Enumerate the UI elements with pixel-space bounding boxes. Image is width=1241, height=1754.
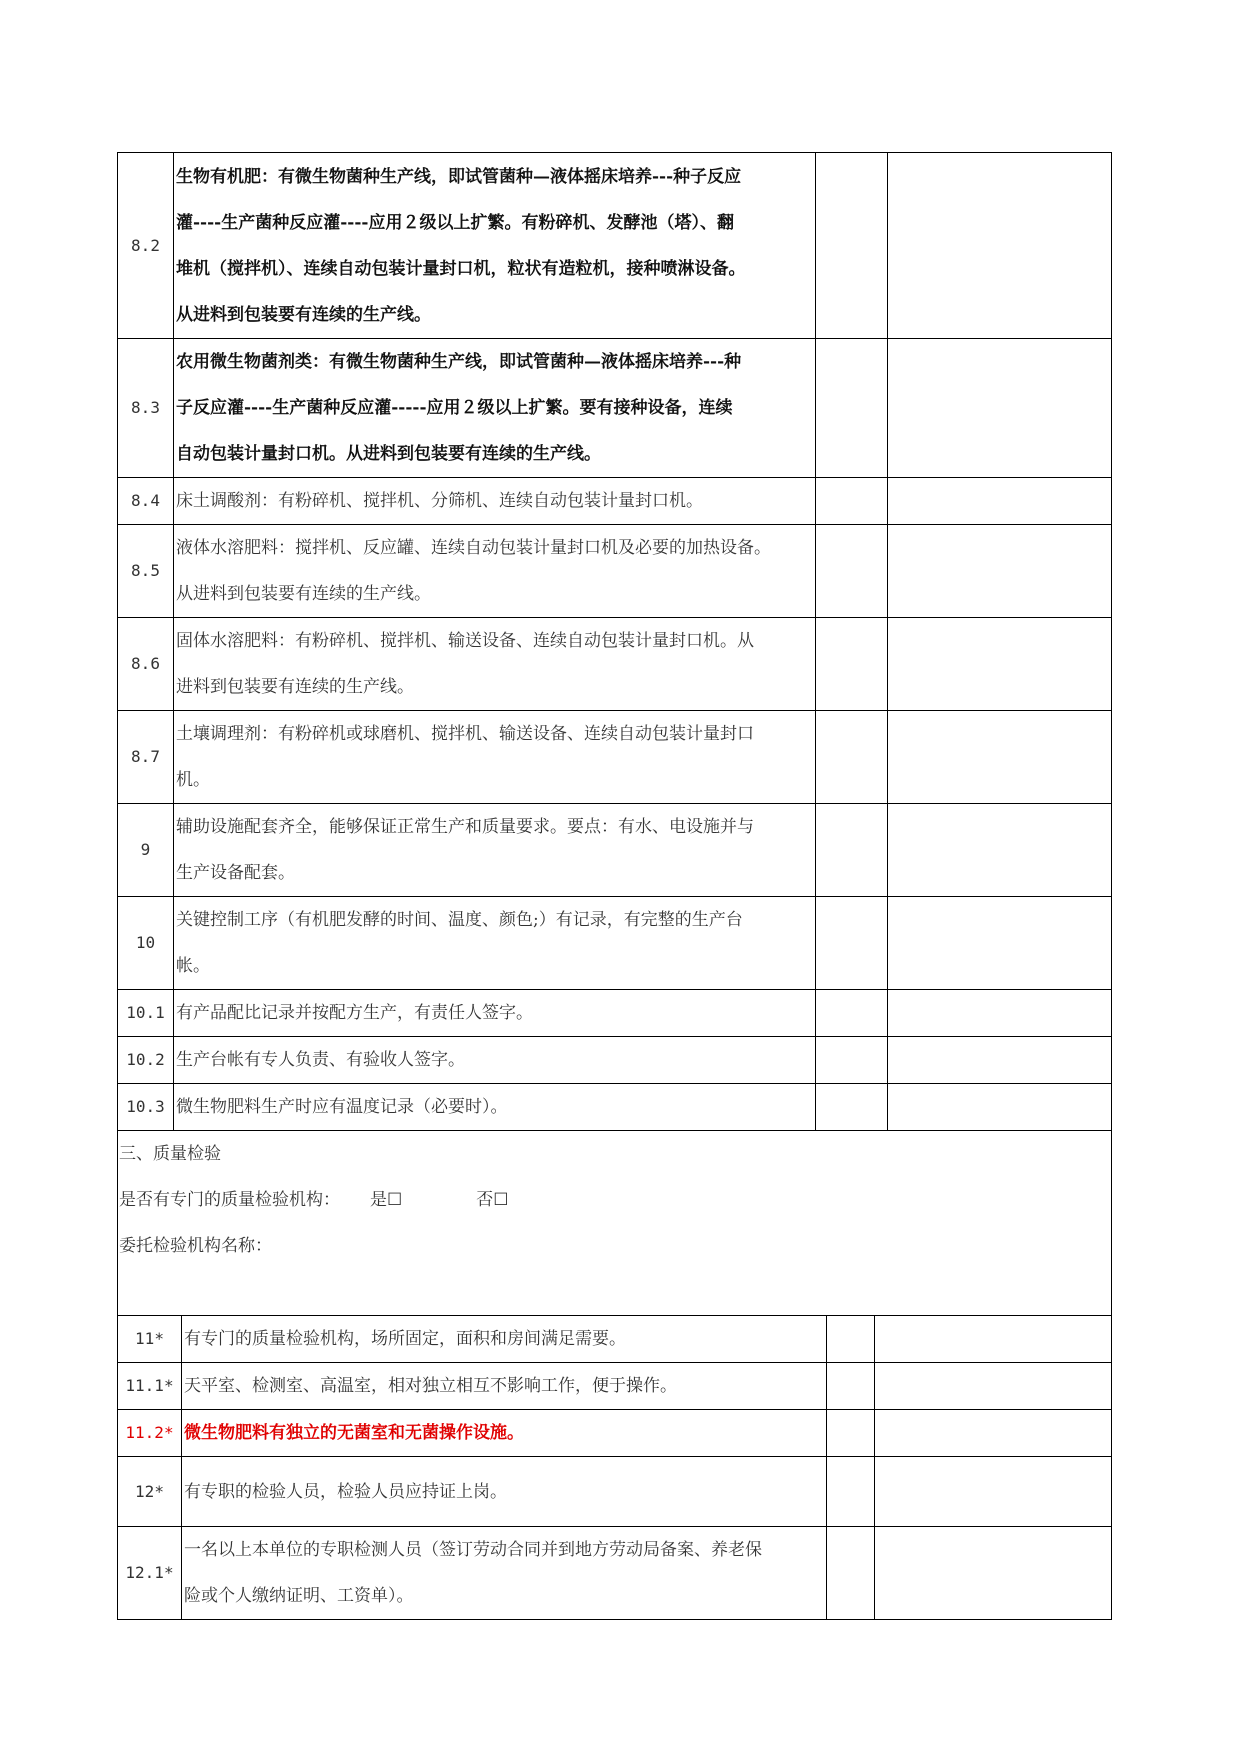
check-cell[interactable] (816, 339, 888, 478)
item-requirement (174, 618, 816, 711)
item-number: 10.1 (118, 990, 174, 1037)
requirement-line: 进料到包装要有连续的生产线。 (176, 677, 414, 697)
section-title: 三、质量检验 (119, 1144, 221, 1164)
item-number: 11.2* (118, 1410, 182, 1457)
item-requirement (174, 711, 816, 804)
section-block (118, 1131, 1112, 1316)
item-number: 12* (118, 1457, 182, 1527)
check-cell[interactable] (827, 1410, 875, 1457)
yes-checkbox[interactable]: 是☐ (370, 1190, 403, 1210)
check-cell[interactable] (816, 1037, 888, 1084)
requirement-line: 帐。 (176, 956, 210, 976)
requirement-line: 灌----生产菌种反应灌----应用２级以上扩繁。有粉碎机、发酵池（塔）、翻 (176, 212, 734, 233)
item-number: 12.1* (118, 1527, 182, 1620)
requirement-line: 生产设备配套。 (176, 863, 295, 883)
item-number: 8.3 (118, 339, 174, 478)
inspection-table-production (117, 152, 1112, 1316)
table-row (118, 618, 1112, 711)
item-requirement (182, 1363, 827, 1410)
item-requirement (174, 1084, 816, 1131)
table-row (118, 478, 1112, 525)
check-cell[interactable] (816, 990, 888, 1037)
remark-cell[interactable] (875, 1457, 1112, 1527)
check-cell[interactable] (816, 804, 888, 897)
check-cell[interactable] (816, 525, 888, 618)
no-checkbox[interactable]: 否☐ (476, 1190, 509, 1210)
requirement-line: 农用微生物菌剂类：有微生物菌种生产线，即试管菌种—液体摇床培养---种 (176, 352, 742, 372)
item-requirement (174, 897, 816, 990)
remark-cell[interactable] (888, 478, 1112, 525)
item-requirement (174, 990, 816, 1037)
item-number: 9 (118, 804, 174, 897)
remark-cell[interactable] (875, 1316, 1112, 1363)
remark-cell[interactable] (888, 711, 1112, 804)
table-row (118, 711, 1112, 804)
requirement-line: 机。 (176, 770, 210, 790)
item-requirement (174, 478, 816, 525)
requirement-line: 堆机（搅拌机）、连续自动包装计量封口机，粒状有造粒机，接种喷淋设备。 (176, 258, 746, 279)
item-number: 11* (118, 1316, 182, 1363)
remark-cell[interactable] (888, 525, 1112, 618)
requirement-line: 有专职的检验人员，检验人员应持证上岗。 (184, 1481, 507, 1502)
item-requirement (174, 339, 816, 478)
table-row (118, 1457, 1112, 1527)
check-cell[interactable] (816, 618, 888, 711)
requirement-line: 险或个人缴纳证明、工资单）。 (184, 1586, 414, 1606)
requirement-line: 固体水溶肥料：有粉碎机、搅拌机、输送设备、连续自动包装计量封口机。从 (176, 631, 754, 651)
item-requirement (182, 1410, 827, 1457)
item-requirement (182, 1527, 827, 1620)
requirement-line: 从进料到包装要有连续的生产线。 (176, 584, 431, 604)
requirement-line: 一名以上本单位的专职检测人员（签订劳动合同并到地方劳动局备案、养老保 (184, 1540, 762, 1560)
check-cell[interactable] (816, 711, 888, 804)
check-cell[interactable] (827, 1363, 875, 1410)
requirement-line: 液体水溶肥料：搅拌机、反应罐、连续自动包装计量封口机及必要的加热设备。 (176, 538, 771, 558)
requirement-line: 微生物肥料生产时应有温度记录（必要时）。 (176, 1097, 508, 1117)
check-cell[interactable] (827, 1457, 875, 1527)
entrust-org-label: 委托检验机构名称： (119, 1236, 272, 1256)
table-row (118, 1527, 1112, 1620)
item-requirement (174, 525, 816, 618)
table-row (118, 804, 1112, 897)
requirement-line: 辅助设施配套齐全，能够保证正常生产和质量要求。要点：有水、电设施并与 (176, 817, 754, 837)
table-body (118, 1316, 1112, 1620)
check-cell[interactable] (827, 1527, 875, 1620)
item-number: 10 (118, 897, 174, 990)
table-row (118, 525, 1112, 618)
table-row (118, 1316, 1112, 1363)
remark-cell[interactable] (888, 618, 1112, 711)
check-cell[interactable] (816, 1084, 888, 1131)
requirement-line: 子反应灌----生产菌种反应灌-----应用２级以上扩繁。要有接种设备，连续 (176, 398, 733, 418)
question-label: 是否有专门的质量检验机构： (119, 1190, 340, 1210)
requirement-line: 关键控制工序（有机肥发酵的时间、温度、颜色;）有记录，有完整的生产台 (176, 910, 743, 930)
item-number: 8.5 (118, 525, 174, 618)
item-number: 8.4 (118, 478, 174, 525)
table-row (118, 1363, 1112, 1410)
section-quality-inspection (118, 1131, 1112, 1316)
remark-cell[interactable] (888, 339, 1112, 478)
inspection-table-quality (117, 1315, 1112, 1620)
remark-cell[interactable] (888, 153, 1112, 339)
table-row (118, 897, 1112, 990)
table-row (118, 339, 1112, 478)
inspection-org-question (119, 1177, 1111, 1223)
table-row (118, 1037, 1112, 1084)
item-requirement (174, 153, 816, 339)
remark-cell[interactable] (888, 897, 1112, 990)
remark-cell[interactable] (888, 990, 1112, 1037)
table-row (118, 1410, 1112, 1457)
requirement-line: 从进料到包装要有连续的生产线。 (176, 304, 431, 325)
requirement-line: 有专门的质量检验机构，场所固定，面积和房间满足需要。 (184, 1329, 626, 1349)
table-body (118, 153, 1112, 1316)
item-number: 8.7 (118, 711, 174, 804)
check-cell[interactable] (827, 1316, 875, 1363)
table-row (118, 990, 1112, 1037)
table-row (118, 1084, 1112, 1131)
item-number: 10.3 (118, 1084, 174, 1131)
item-requirement (182, 1457, 827, 1527)
requirement-line: 生产台帐有专人负责、有验收人签字。 (176, 1050, 465, 1070)
requirement-line: 有产品配比记录并按配方生产，有责任人签字。 (176, 1003, 533, 1023)
item-number: 11.1* (118, 1363, 182, 1410)
requirement-line: 床土调酸剂：有粉碎机、搅拌机、分筛机、连续自动包装计量封口机。 (176, 491, 703, 511)
remark-cell[interactable] (888, 804, 1112, 897)
check-cell[interactable] (816, 153, 888, 339)
item-requirement (174, 1037, 816, 1084)
remark-cell[interactable] (875, 1363, 1112, 1410)
remark-cell[interactable] (875, 1410, 1112, 1457)
check-cell[interactable] (816, 897, 888, 990)
remark-cell[interactable] (888, 1084, 1112, 1131)
item-number: 10.2 (118, 1037, 174, 1084)
remark-cell[interactable] (888, 1037, 1112, 1084)
table-row (118, 153, 1112, 339)
requirement-line: 自动包装计量封口机。从进料到包装要有连续的生产线。 (176, 444, 601, 464)
item-number: 8.6 (118, 618, 174, 711)
requirement-line: 天平室、检测室、高温室，相对独立相互不影响工作，便于操作。 (184, 1376, 677, 1396)
item-number: 8.2 (118, 153, 174, 339)
requirement-line: 土壤调理剂：有粉碎机或球磨机、搅拌机、输送设备、连续自动包装计量封口 (176, 724, 754, 744)
requirement-line: 生物有机肥：有微生物菌种生产线，即试管菌种—液体摇床培养---种子反应 (176, 166, 742, 187)
remark-cell[interactable] (875, 1527, 1112, 1620)
requirement-line: 微生物肥料有独立的无菌室和无菌操作设施。 (184, 1423, 524, 1443)
item-requirement (182, 1316, 827, 1363)
check-cell[interactable] (816, 478, 888, 525)
item-requirement (174, 804, 816, 897)
